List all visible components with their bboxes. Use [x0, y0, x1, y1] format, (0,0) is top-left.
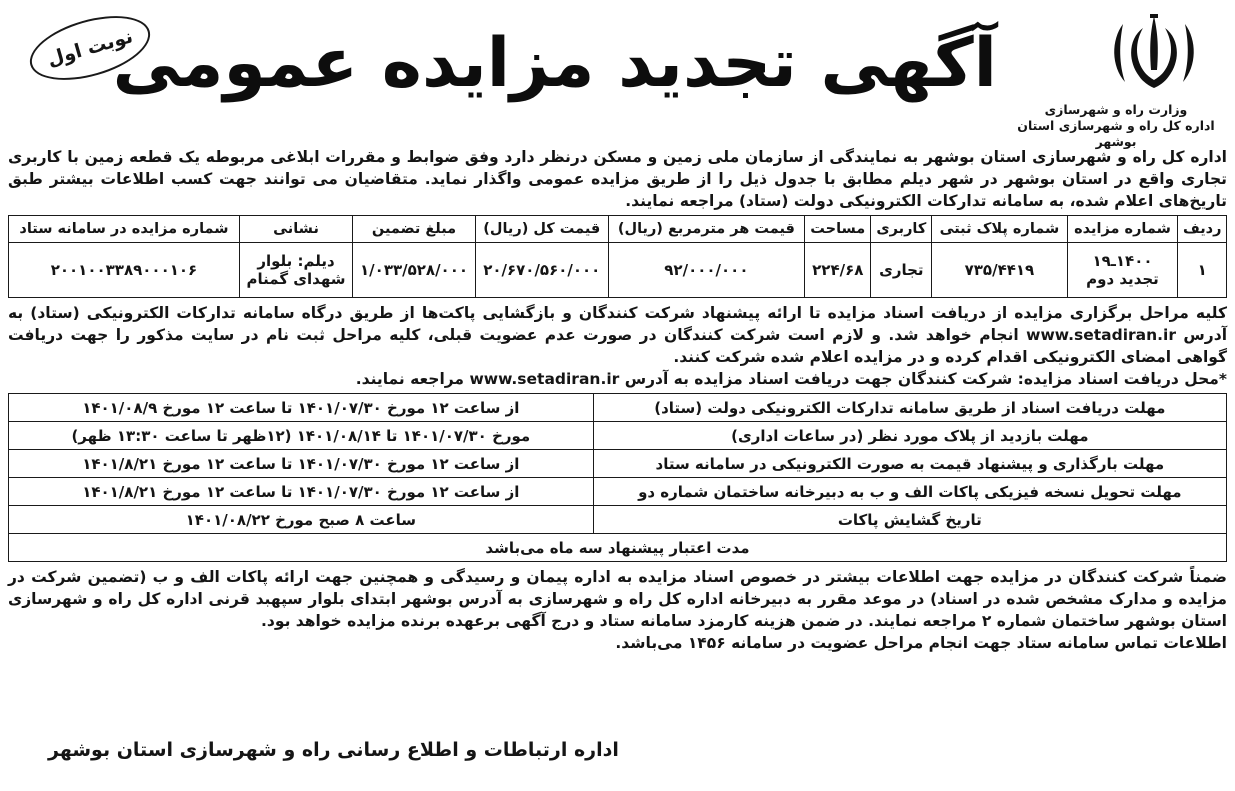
- deadlines-table: [8, 393, 1227, 562]
- documents-location-text-b: مراجعه نمایند.: [355, 370, 465, 388]
- table-row: [9, 243, 1227, 298]
- area-value: ۲۲۴/۶۸: [805, 243, 871, 298]
- contact-paragraph: اطلاعات تماس سامانه ستاد جهت انجام مراحل عضویت در سامانه ۱۴۵۶ می‌باشد.: [615, 634, 1227, 652]
- table-row: [9, 478, 1227, 506]
- usage-value: تجاری: [871, 243, 932, 298]
- col-unit-price: قیمت هر مترمربع (ریال): [608, 216, 805, 243]
- deadline-value: از ساعت ۱۲ مورخ ۱۴۰۱/۰۷/۳۰ تا ساعت ۱۲ مورخ ۱۴۰۱/۸/۲۱: [9, 450, 594, 478]
- col-total-price: قیمت کل (ریال): [475, 216, 608, 243]
- deadline-value: مورخ ۱۴۰۱/۰۷/۳۰ تا ۱۴۰۱/۰۸/۱۴ (۱۲ظهر تا ساعت ۱۳:۳۰ ظهر): [9, 422, 594, 450]
- deadline-label: مهلت تحویل نسخه فیزیکی پاکات الف و ب به دبیرخانه ساختمان شماره دو: [593, 478, 1226, 506]
- address-line-1: دیلم: بلوار: [257, 252, 335, 270]
- table-row: [9, 394, 1227, 422]
- address-cell: [239, 243, 352, 298]
- notice-header: [8, 4, 1227, 149]
- ministry-name: وزارت راه و شهرسازی: [1044, 102, 1188, 117]
- documents-location-text-a: *محل دریافت اسناد مزایده: شرکت کنندگان جهت دریافت اسناد مزایده به آدرس: [624, 370, 1227, 388]
- deposit-value: ۱/۰۳۳/۵۲۸/۰۰۰: [353, 243, 476, 298]
- additional-info-paragraph: ضمناً شرکت کنندگان در مزایده جهت اطلاعات بیشتر در خصوص اسناد مزایده به اداره پیمان و رسیدگی و همچنین جهت ارائه پاکات الف و ب (تضمین شرکت در مزایده و مدارک مشخص شده در اسناد) در موعد مقرر به دبیرخانه اداره کل راه و شهرسازی به آدرس بوشهر ابتدای بلوار سپهبد قرنی اداره کل راه و شهرسازی استان بوشهر ساختمان شماره ۲ مراجعه نمایند. در ضمن هزینه کارمزد سامانه ستاد و درج آگهی برعهده برنده مزایده خواهد بود.: [8, 568, 1227, 630]
- deadline-label: مهلت بارگذاری و پیشنهاد قیمت به صورت الکترونیکی در سامانه ستاد: [593, 450, 1226, 478]
- col-setad-number: شماره مزایده در سامانه ستاد: [9, 216, 240, 243]
- intro-paragraph: اداره کل راه و شهرسازی استان بوشهر به نمایندگی از سازمان ملی زمین و مسکن درنظر دارد وفق ضوابط و مقررات ابلاغی مربوطه یک قطعه زمین با کاربری تجاری واقع در استان بوشهر در شهر دیلم مطابق با جدول ذیل را از طریق مزایده عمومی واگذار نماید. متقاضیان می توانند جهت کسب اطلاعات بیشتر طبق تاریخ‌های اعلام شده، به سامانه تدارکات الکترونیکی دولت (ستاد) مراجعه نمایند.: [8, 148, 1227, 210]
- procedure-text-a: کلیه مراحل برگزاری مزایده از دریافت اسناد مزایده تا ارائه پیشنهاد شرکت کنندگان و بازگشایی پاکت‌ها از طریق درگاه سامانه تدارکات الکترونیکی (ستاد) به آدرس: [8, 304, 1228, 344]
- directorate-name: اداره کل راه و شهرسازی استان بوشهر: [1017, 118, 1215, 149]
- iran-emblem-icon: [1099, 10, 1209, 100]
- deadline-label: مهلت بازدید از پلاک مورد نظر (در ساعات اداری): [593, 422, 1226, 450]
- plate-number: ۷۳۵/۴۴۱۹: [932, 243, 1067, 298]
- total-price-value: ۲۰/۶۷۰/۵۶۰/۰۰۰: [475, 243, 608, 298]
- col-address: نشانی: [239, 216, 352, 243]
- col-row-index: ردیف: [1178, 216, 1227, 243]
- setad-url-link[interactable]: www.setadiran.ir: [1026, 326, 1176, 344]
- notice-title: آگهی تجدید مزایده عمومی: [112, 24, 997, 103]
- col-plate-number: شماره پلاک ثبتی: [932, 216, 1067, 243]
- procedure-paragraph: [8, 302, 1227, 368]
- col-deposit: مبلغ تضمین: [353, 216, 476, 243]
- col-area: مساحت: [805, 216, 871, 243]
- deadline-value: ساعت ۸ صبح مورخ ۱۴۰۱/۰۸/۲۲: [9, 506, 594, 534]
- table-row: [9, 534, 1227, 562]
- table-row: [9, 450, 1227, 478]
- lots-table-header: [9, 216, 1227, 243]
- auction-status: تجدید دوم: [1086, 270, 1159, 288]
- first-publication-badge: نوبت اول: [23, 4, 158, 92]
- deadline-value: از ساعت ۱۲ مورخ ۱۴۰۱/۰۷/۳۰ تا ساعت ۱۲ مورخ ۱۴۰۱/۸/۲۱: [9, 478, 594, 506]
- offer-validity: مدت اعتبار پیشنهاد سه ماه می‌باشد: [9, 534, 1227, 562]
- table-row: [9, 422, 1227, 450]
- table-row: [9, 506, 1227, 534]
- col-auction-number: شماره مزایده: [1067, 216, 1178, 243]
- lots-table: [8, 215, 1227, 298]
- procedure-text-b: انجام خواهد شد. و لازم است شرکت کنندگان در صورت عدم عضویت قبلی، کلیه مراحل ثبت نام در سایت مذکور را جهت دریافت گواهی امضای الکترونیکی اقدام کرده و در مزایده اعلام شده شرکت کنند.: [8, 326, 1227, 366]
- deadline-label: مهلت دریافت اسناد از طریق سامانه تدارکات الکترونیکی دولت (ستاد): [593, 394, 1226, 422]
- footer-office-signature: اداره ارتباطات و اطلاع رسانی راه و شهرسازی استان بوشهر: [48, 739, 619, 761]
- documents-location-paragraph: [8, 368, 1227, 390]
- address-line-2: شهدای گمنام: [246, 270, 346, 288]
- auction-number-cell: [1067, 243, 1178, 298]
- setad-url-link-2[interactable]: www.setadiran.ir: [469, 370, 620, 388]
- col-usage: کاربری: [871, 216, 932, 243]
- ministry-logo-text: [1011, 102, 1221, 150]
- unit-price-value: ۹۲/۰۰۰/۰۰۰: [608, 243, 805, 298]
- deadline-value: از ساعت ۱۲ مورخ ۱۴۰۱/۰۷/۳۰ تا ساعت ۱۲ مورخ ۱۴۰۱/۰۸/۹: [9, 394, 594, 422]
- row-index: ۱: [1178, 243, 1227, 298]
- deadline-label: تاریخ گشایش پاکات: [593, 506, 1226, 534]
- auction-number: ۱۴۰۰ـ۱۹: [1092, 252, 1153, 270]
- setad-number-value: ۲۰۰۱۰۰۳۳۸۹۰۰۰۱۰۶: [9, 243, 240, 298]
